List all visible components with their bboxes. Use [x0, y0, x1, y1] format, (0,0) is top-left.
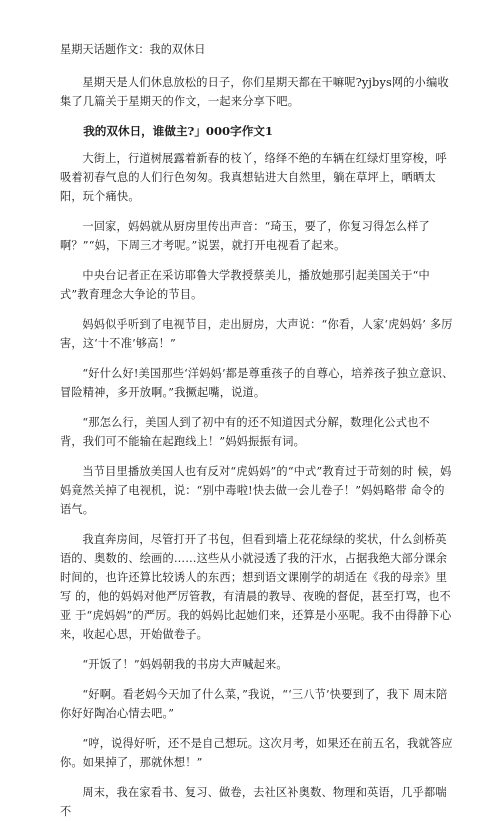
body-paragraph: “好什么好!美国那些‘洋妈妈’都是尊重孩子的自尊心，培养孩子独立意识、冒险精神，多开放啊。”我撅起嘴，说道。 — [60, 367, 454, 399]
body-paragraph: 大街上，行道树展露着新春的枝丫，络绎不绝的车辆在红绿灯里穿梭，呼 吸着初春气息的人们行色匆匆。我真想钻进大自然里，躺在草坪上，晒晒太 阳，玩个痛快。 — [60, 152, 447, 203]
body-paragraph: 当节目里播放美国人也有反对“虎妈妈”的“中式”教育过于苛刻的时 候，妈妈竟然关掉了电视机，说：“别中毒啦!快去做一会儿卷子！”妈妈略带 命令的语气。 — [60, 465, 452, 516]
body-paragraph: 一回家，妈妈就从厨房里传出声音：“琦玉，要了，你复习得怎么样了啊？”“妈，下周三才考呢。”说罢，就打开电视看了起来。 — [60, 220, 430, 252]
section-title: 我的双休日，谁做主?」000字作文1 — [83, 124, 273, 138]
body-paragraph: “开饭了！”妈妈朝我的书房大声喊起来。 — [82, 658, 288, 671]
body-paragraph: 周末，我在家看书、复习、做卷，去社区补奥数、物理和英语，几乎都喘 不 — [60, 786, 447, 818]
body-paragraph: “好啊。看老妈今天加了什么菜，”我说，“‘三八节’快要到了，我下 周末陪你好好陶冶心情去吧。” — [60, 688, 448, 720]
body-paragraph: 中央台记者正在采访耶鲁大学教授蔡美儿，播放她那引起美国关于“中 式”教育理念大争论的节目。 — [60, 269, 430, 301]
body-paragraph: 我直奔房间，尽管打开了书包，但看到墙上花花绿绿的奖状，什么剑桥英 语的、奥数的、绘画的……这些从小就浸透了我的汗水，占据我绝大部分课余 时间的，也许还算比较诱人的东西；想到语文课刚学的胡适在《我的母亲》里写 的，他的妈妈对他严厉管教，有清晨的教导、夜晚的督促，甚至打骂，也不亚 于“虎妈妈”的严厉。我的妈妈比起她们来，还算是小巫呢。我不由得静下心 来，收起心思，开始做卷子。 — [60, 533, 452, 641]
document-title: 星期天话题作文：我的双休日 — [60, 43, 206, 56]
body-paragraph: “哼，说得好听，还不是自己想玩。这次月考，如果还在前五名，我就答应你。如果掉了，那就休想！” — [60, 737, 453, 769]
intro-paragraph: 星期天是人们休息放松的日子，你们星期天都在干嘛呢?yjbys网的小编收 集了几篇关于星期天的作文，一起来分享下吧。 — [60, 76, 449, 108]
body-paragraph: 妈妈似乎听到了电视节目，走出厨房，大声说：“你看，人家‘虎妈妈’ 多厉害，这‘十不准’够高！” — [60, 318, 453, 350]
body-paragraph: “那怎么行，美国人到了初中有的还不知道因式分解，数理化公式也不 背，我们可不能输在起跑线上！”妈妈振振有词。 — [60, 416, 430, 448]
